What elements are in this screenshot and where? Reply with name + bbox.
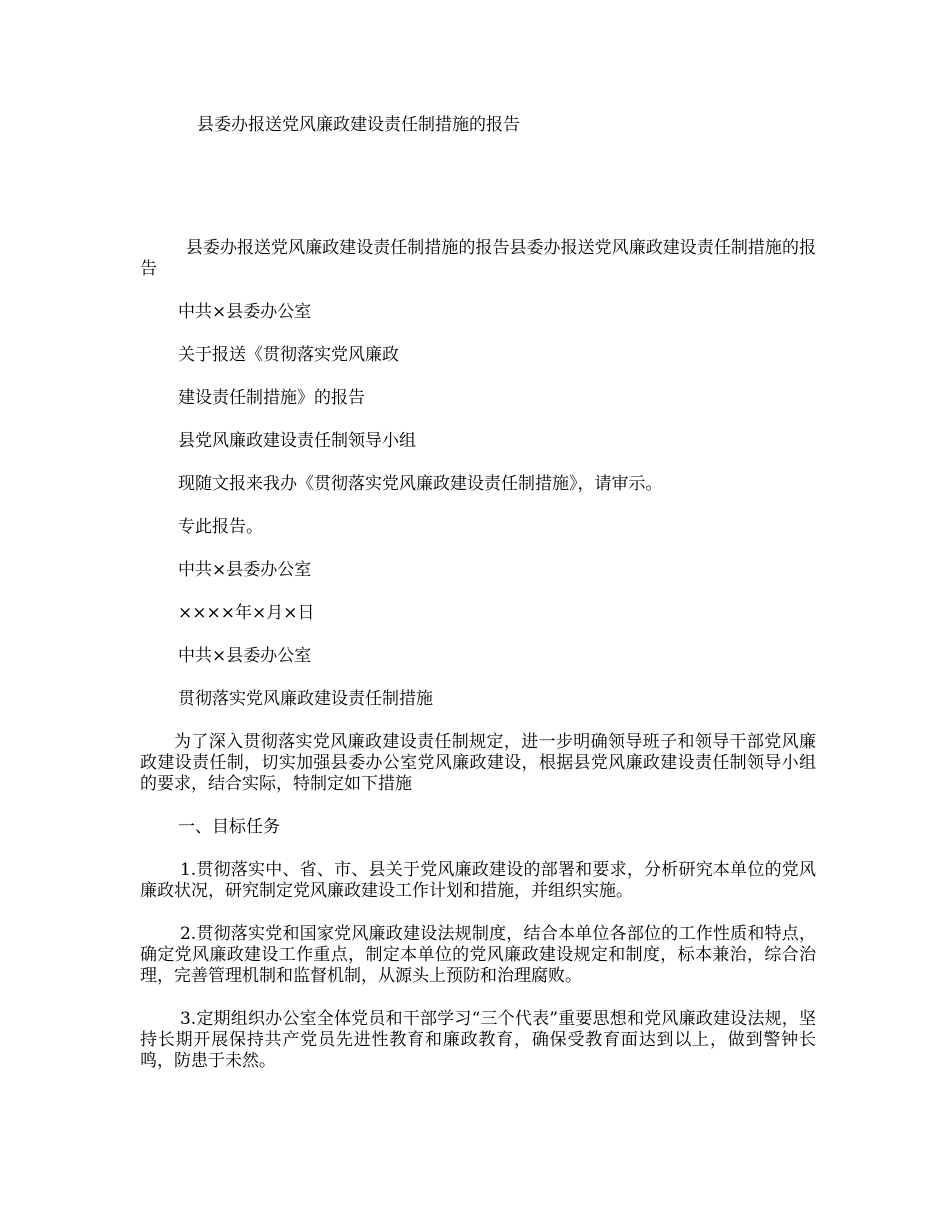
- recipient-line: 县党风廉政建设责任制领导小组: [178, 431, 416, 451]
- date-line: ××××年×月×日: [178, 603, 315, 623]
- list-item: 3.定期组织办公室全体党员和干部学习“三个代表”重要思想和党风廉政建设法规，坚持长期开展保持共产党员先进性教育和廉政教育，确保受教育面达到以上，做到警钟长鸣，防患于未然。: [140, 1009, 816, 1071]
- signature-line: 中共×县委办公室: [178, 560, 312, 580]
- list-item: 2.贯彻落实党和国家党风廉政建设法规制度，结合本单位各部位的工作性质和特点，确定党风廉政建设工作重点，制定本单位的党风廉政建设规定和制度，标本兼治，综合治理，完善管理机制和监督机制，从源头上预防和治理腐败。: [140, 924, 816, 986]
- report-body-line: 现随文报来我办《贯彻落实党风廉政建设责任制措施》，请审示。: [178, 474, 663, 494]
- list-item: 1.贯彻落实中、省、市、县关于党风廉政建设的部署和要求，分析研究本单位的党风廉政状况，研究制定党风廉政建设工作计划和措施，并组织实施。: [140, 860, 816, 901]
- report-heading-line-1: 关于报送《贯彻落实党风廉政: [178, 345, 399, 365]
- intro-paragraph: 县委办报送党风廉政建设责任制措施的报告县委办报送党风廉政建设责任制措施的报告: [140, 238, 816, 279]
- section-heading: 一、目标任务: [178, 817, 280, 837]
- document-title: 县委办报送党风廉政建设责任制措施的报告: [197, 115, 520, 135]
- document-body: [140, 238, 816, 1094]
- purpose-paragraph: 为了深入贯彻落实党风廉政建设责任制规定，进一步明确领导班子和领导干部党风廉政建设责任制，切实加强县委办公室党风廉政建设，根据县党风廉政建设责任制领导小组的要求，结合实际，特制定如下措施: [140, 732, 816, 794]
- closing-line: 专此报告。: [178, 517, 263, 537]
- issuer-line-2: 中共×县委办公室: [178, 646, 312, 666]
- report-heading-line-2: 建设责任制措施》的报告: [178, 388, 365, 408]
- issuer-line: 中共×县委办公室: [178, 302, 312, 322]
- measures-title-line: 贯彻落实党风廉政建设责任制措施: [178, 689, 433, 709]
